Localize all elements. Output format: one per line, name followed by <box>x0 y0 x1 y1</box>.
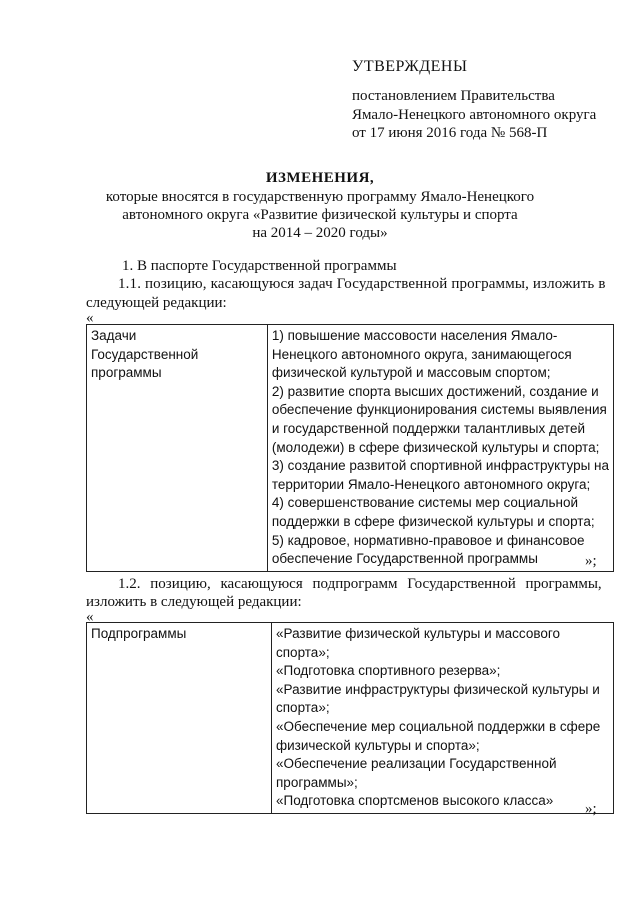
table-row <box>87 325 614 572</box>
tasks-label-cell <box>87 325 268 572</box>
tasks-content-line: 5) кадровое, нормативно-правовое и финансовое <box>271 532 585 548</box>
document-subtitle-line-3: на 2014 – 2020 годы» <box>252 225 388 241</box>
tasks-label-line: программы <box>91 365 162 381</box>
section-2-open-quote: « <box>86 609 94 625</box>
table-row <box>87 623 614 814</box>
subprograms-content-cell <box>272 623 614 814</box>
tasks-content-line: Ненецкого автономного округа, занимающегося <box>271 346 572 362</box>
subprograms-table <box>86 622 614 814</box>
subprograms-content-line: физической культуры и спорта»; <box>276 737 480 753</box>
tasks-content-line: и государственной поддержки талантливых детей <box>271 420 585 436</box>
tasks-content-line: (молодежи) в сфере физической культуры и спорта; <box>271 439 600 455</box>
tasks-label-line: Государственной <box>91 346 199 362</box>
approval-line-3: от 17 июня 2016 года № 568-П <box>352 125 548 141</box>
section-1-open-quote: « <box>86 310 94 326</box>
subprograms-content-line: «Развитие физической культуры и массового <box>276 626 561 641</box>
tasks-content-line: 1) повышение массовости населения Ямало- <box>271 328 558 343</box>
document-subtitle-line-1: которые вносятся в государственную программу Ямало-Ненецкого <box>105 189 535 205</box>
subprograms-content-line: спорта»; <box>276 700 330 716</box>
section-2-close-quote: »; <box>585 801 597 817</box>
tasks-label-line: Задачи <box>91 328 137 343</box>
approval-line-2: Ямало-Ненецкого автономного округа <box>352 107 597 123</box>
tasks-content-cell <box>267 325 613 572</box>
section-1-item-line-2: следующей редакции: <box>86 295 227 311</box>
section-1-item-line-1: 1.1. позицию, касающуюся задач Государственной программы, изложить в <box>118 276 606 292</box>
tasks-content-line: 4) совершенствование системы мер социальной <box>271 495 579 511</box>
subprograms-content-line: «Развитие инфраструктуры физической культуры и <box>276 681 600 697</box>
section-1-heading: 1. В паспорте Государственной программы <box>122 258 397 274</box>
subprograms-content-line: спорта»; <box>276 644 330 660</box>
subprograms-content-line: «Обеспечение реализации Государственной <box>276 756 557 772</box>
subprograms-content-line: «Обеспечение мер социальной поддержки в сфере <box>276 718 601 734</box>
tasks-content-line: обеспечение Государственной программы <box>271 551 538 567</box>
approval-title: УТВЕРЖДЕНЫ <box>352 58 468 75</box>
tasks-content-line: 2) развитие спорта высших достижений, создание и <box>271 383 599 399</box>
tasks-content-line: территории Ямало-Ненецкого автономного округа; <box>271 476 591 492</box>
tasks-content-line: поддержки в сфере физической культуры и спорта; <box>271 513 595 529</box>
approval-line-1: постановлением Правительства <box>352 88 555 104</box>
document-subtitle-line-2: автономного округа «Развитие физической культуры и спорта <box>122 207 518 223</box>
tasks-table <box>86 324 614 572</box>
section-2-item-line-2: изложить в следующей редакции: <box>86 594 302 610</box>
subprograms-content-line: «Подготовка спортивного резерва»; <box>276 663 501 679</box>
subprograms-label-cell <box>87 623 272 814</box>
subprograms-content-line: «Подготовка спортсменов высокого класса» <box>276 793 554 809</box>
section-2-item-line-1: 1.2. позицию, касающуюся подпрограмм Государственной программы, <box>118 576 602 592</box>
section-1-close-quote: »; <box>585 553 597 569</box>
tasks-content-line: 3) создание развитой спортивной инфраструктуры на <box>271 458 609 474</box>
tasks-content-line: обеспечение функционирования системы выявления <box>271 402 607 418</box>
subprograms-content-line: программы»; <box>276 774 358 790</box>
tasks-content-line: физической культурой и массовым спортом; <box>271 365 551 381</box>
subprograms-label-line: Подпрограммы <box>91 626 187 641</box>
document-title: ИЗМЕНЕНИЯ, <box>265 170 375 186</box>
